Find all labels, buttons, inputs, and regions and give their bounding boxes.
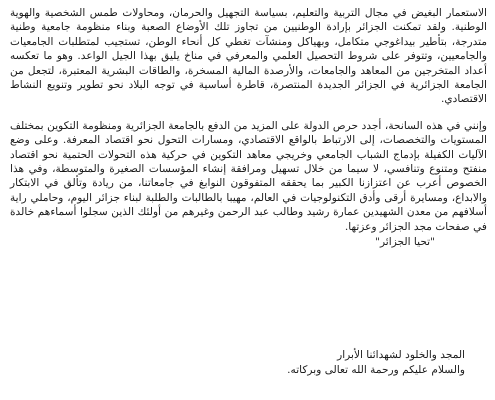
cheer-line: "تحيا الجزائر" — [375, 236, 435, 249]
closing-line-salutation: والسلام عليكم ورحمة الله تعالى وبركاته. — [287, 364, 465, 376]
closing-line-glory: المجد والخلود لشهدائنا الأبرار — [337, 349, 465, 361]
body-paragraph-2: وإنني في هذه السانحة، أجدد حرص الدولة على المزيد من الدفع بالجامعة الجزائرية ومنظومة التكوين بمختلف المستويات والتخصصات، إلى الارتباط بالواقع الاقتصادي، ومسارات التحول نحو اقتصاد المعرفة. وعلى وضع الآليات الكفيلة بإدماج الشباب الجامعي وخريجي معاهد التكوين في حركية هذه التحولات الحتمية نحو اقتصاد منفتح ومتنوع وتنافسي، لا سيما من خلال تسهيل ومرافقة إنشاء المؤسسات الصغيرة والمتوسطة، وفي هذا الخصوص أعرب عن اعتزازنا الكبير بما يحققه المتفوقون النوابغ في جامعاتنا، من ريادة وتألق في الابتكار والابداع، ومسايرة أرقى وأدق التكنولوجيات في العالم، مهيبا بالطالبات والطلبة لبناء جزائر اليوم، وحاملي راية أسلافهم من معدن الشهيدين عمارة رشيد وطالب عبد الرحمن وغيرهم من أولئك الذين سجلوا أسماءهم خالدة في صفحات مجد الجزائر وعزتها. — [10, 119, 487, 233]
closing-block — [287, 348, 465, 378]
body-paragraph-1: الاستعمار البغيض في مجال التربية والتعليم، بسياسة التجهيل والحرمان، ومحاولات طمس الشخصية والهوية الوطنية. ولقد تمكنت الجزائر بإرادة الوطنيين من تجاوز تلك الأوضاع الصعبة وبناء منظومة جامعية وطنية متدرجة، بتأطير بيداغوجي متكامل، وبهياكل ومنشآت تغطي كل أنحاء الوطن، تستجيب لمتطلبات الجامعيات والجامعيين، وتتوفر على شروط التحصيل العلمي والمعرفي في مناخ يليق بهذا الجيل الواعد. وهو ما تعكسه أعداد المتخرجين من المعاهد والجامعات، والأرصدة المالية المسخرة، والطاقات البشرية المعتبرة، لتجعل من الجامعة الجزائرية في الجزائر الجديدة المنتصرة، قاطرة أساسية في توجه البلاد نحو تطوير وتنويع النشاط الاقتصادي. — [10, 7, 487, 106]
